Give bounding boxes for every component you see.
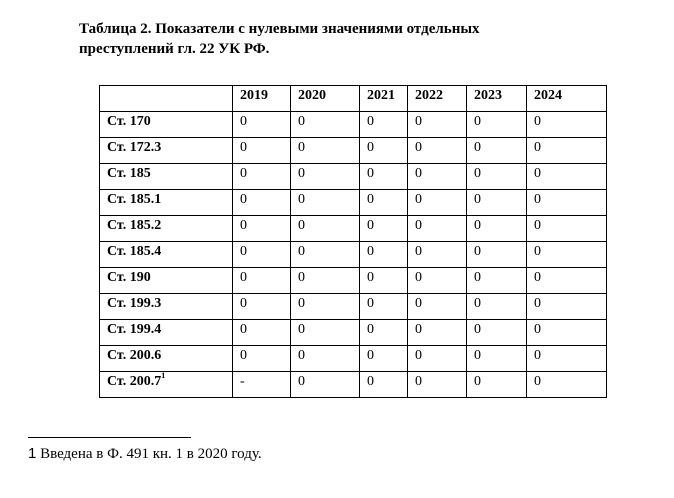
- table-row: [100, 164, 607, 190]
- value-cell: 0: [467, 372, 527, 398]
- row-label: Ст. 190: [107, 270, 151, 285]
- row-label: Ст. 185.4: [107, 244, 162, 259]
- value-cell: 0: [233, 138, 291, 164]
- value-cell: 0: [291, 242, 360, 268]
- value-cell: 0: [408, 112, 467, 138]
- value-cell: 0: [233, 346, 291, 372]
- row-label-cell: [100, 164, 233, 190]
- value-cell: 0: [467, 190, 527, 216]
- value-cell: 0: [527, 320, 607, 346]
- row-label-cell: [100, 372, 233, 398]
- value-cell: 0: [291, 268, 360, 294]
- value-cell: 0: [291, 138, 360, 164]
- row-label-cell: [100, 112, 233, 138]
- value-cell: 0: [360, 242, 408, 268]
- value-cell: 0: [233, 320, 291, 346]
- value-cell: 0: [467, 242, 527, 268]
- value-cell: 0: [467, 320, 527, 346]
- footnote-separator: [28, 437, 191, 438]
- footnote-reference: 1: [161, 371, 166, 380]
- table-row: [100, 346, 607, 372]
- row-label: Ст. 199.4: [107, 322, 162, 337]
- value-cell: 0: [233, 294, 291, 320]
- caption-line-2: преступлений гл. 22 УК РФ.: [79, 41, 270, 57]
- value-cell: 0: [360, 112, 408, 138]
- header-year-2019: 2019: [233, 86, 291, 112]
- table-body: [100, 112, 607, 398]
- table-row: [100, 138, 607, 164]
- value-cell: 0: [527, 346, 607, 372]
- value-cell: 0: [527, 216, 607, 242]
- table-caption: [79, 19, 599, 59]
- value-cell: 0: [360, 216, 408, 242]
- value-cell: 0: [467, 346, 527, 372]
- row-label: Ст. 200.6: [107, 348, 162, 363]
- value-cell: 0: [291, 294, 360, 320]
- value-cell: 0: [291, 190, 360, 216]
- value-cell: -: [233, 372, 291, 398]
- header-year-2022: 2022: [408, 86, 467, 112]
- value-cell: 0: [291, 216, 360, 242]
- row-label: Ст. 185: [107, 166, 151, 181]
- value-cell: 0: [527, 242, 607, 268]
- value-cell: 0: [527, 372, 607, 398]
- value-cell: 0: [291, 164, 360, 190]
- footnote-mark: 1: [28, 445, 37, 462]
- value-cell: 0: [360, 138, 408, 164]
- value-cell: 0: [408, 294, 467, 320]
- row-label-cell: [100, 320, 233, 346]
- row-label-cell: [100, 138, 233, 164]
- value-cell: 0: [408, 164, 467, 190]
- value-cell: 0: [467, 112, 527, 138]
- row-label-cell: [100, 346, 233, 372]
- header-year-2020: 2020: [291, 86, 360, 112]
- value-cell: 0: [408, 320, 467, 346]
- value-cell: 0: [360, 294, 408, 320]
- value-cell: 0: [527, 112, 607, 138]
- table-row: [100, 190, 607, 216]
- header-year-2024: 2024: [527, 86, 607, 112]
- value-cell: 0: [360, 164, 408, 190]
- value-cell: 0: [233, 216, 291, 242]
- row-label: Ст. 172.3: [107, 140, 162, 155]
- table-row: [100, 268, 607, 294]
- value-cell: 0: [360, 346, 408, 372]
- crime-stats-table: [99, 85, 607, 398]
- table-row: [100, 294, 607, 320]
- value-cell: 0: [291, 320, 360, 346]
- value-cell: 0: [291, 112, 360, 138]
- value-cell: 0: [291, 372, 360, 398]
- header-year-2023: 2023: [467, 86, 527, 112]
- row-label-cell: [100, 294, 233, 320]
- value-cell: 0: [467, 138, 527, 164]
- value-cell: 0: [408, 190, 467, 216]
- table-row: [100, 112, 607, 138]
- value-cell: 0: [360, 320, 408, 346]
- value-cell: 0: [467, 294, 527, 320]
- footnote: [28, 444, 262, 464]
- value-cell: 0: [408, 372, 467, 398]
- row-label: Ст. 170: [107, 114, 151, 129]
- row-label-cell: [100, 190, 233, 216]
- header-year-2021: 2021: [360, 86, 408, 112]
- row-label-cell: [100, 242, 233, 268]
- table-row: [100, 216, 607, 242]
- table-row: [100, 372, 607, 398]
- value-cell: 0: [233, 164, 291, 190]
- table-row: [100, 320, 607, 346]
- value-cell: 0: [408, 268, 467, 294]
- value-cell: 0: [527, 268, 607, 294]
- row-label: Ст. 185.1: [107, 192, 162, 207]
- value-cell: 0: [408, 242, 467, 268]
- value-cell: 0: [360, 268, 408, 294]
- value-cell: 0: [527, 138, 607, 164]
- value-cell: 0: [360, 190, 408, 216]
- table-header-row: [100, 86, 607, 112]
- row-label-cell: [100, 268, 233, 294]
- value-cell: 0: [291, 346, 360, 372]
- value-cell: 0: [408, 138, 467, 164]
- value-cell: 0: [467, 164, 527, 190]
- value-cell: 0: [408, 216, 467, 242]
- value-cell: 0: [527, 190, 607, 216]
- table-row: [100, 242, 607, 268]
- value-cell: 0: [233, 242, 291, 268]
- value-cell: 0: [233, 112, 291, 138]
- value-cell: 0: [467, 268, 527, 294]
- caption-line-1: Таблица 2. Показатели с нулевыми значениями отдельных: [79, 21, 480, 37]
- value-cell: 0: [233, 268, 291, 294]
- value-cell: 0: [467, 216, 527, 242]
- footnote-text: Введена в Ф. 491 кн. 1 в 2020 году.: [36, 446, 262, 462]
- value-cell: 0: [527, 164, 607, 190]
- row-label: Ст. 185.2: [107, 218, 162, 233]
- header-corner-cell: [100, 86, 233, 112]
- value-cell: 0: [408, 346, 467, 372]
- row-label: Ст. 200.7: [107, 374, 162, 389]
- row-label: Ст. 199.3: [107, 296, 162, 311]
- value-cell: 0: [233, 190, 291, 216]
- value-cell: 0: [360, 372, 408, 398]
- row-label-cell: [100, 216, 233, 242]
- value-cell: 0: [527, 294, 607, 320]
